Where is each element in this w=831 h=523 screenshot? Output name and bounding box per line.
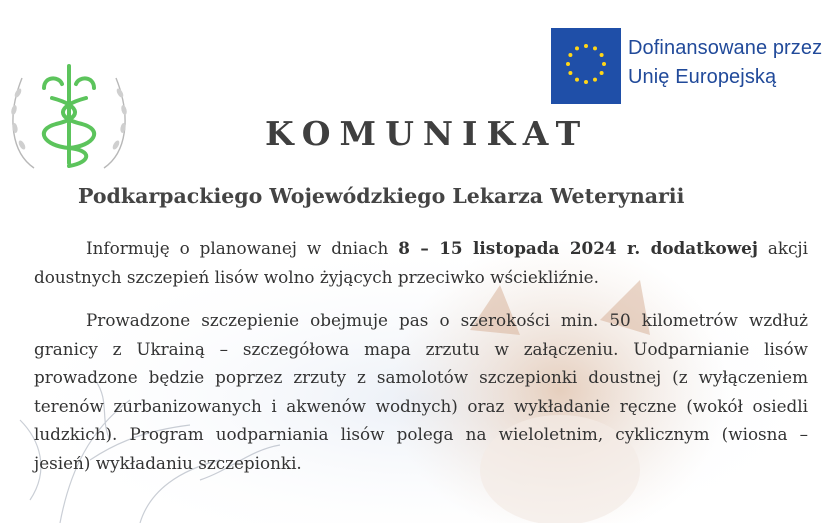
page-subtitle: Podkarpackiego Wojewódzkiego Lekarza Weterynarii xyxy=(78,184,685,208)
eu-funding-line-2: Unię Europejską xyxy=(628,66,777,88)
paragraph-announcement xyxy=(34,234,808,291)
page-title: KOMUNIKAT xyxy=(265,114,590,153)
paragraph-details: Prowadzone szczepienie obejmuje pas o szerokości min. 50 kilometrów wzdłuż granicy z Ukrainą – szczegółowa mapa zrzutu w załączeniu. Uodparnianie lisów prowadzone będzie poprzez zrzuty z samolotów szczepionki doustnej (z wyłączeniem terenów zurbanizowanych i akwenów wodnych) oraz wykładanie ręczne (wokół osiedli ludzkich). Program uodparniania lisów polega na wieloletnim, cyklicznym (wiosna – jesień) wykładaniu szczepionki. xyxy=(34,310,808,473)
eu-funding-line-1: Dofinansowane przez xyxy=(628,37,823,59)
veterinary-emblem-icon xyxy=(4,58,134,178)
paragraph-1-intro: Informuję o planowanej w dniach xyxy=(86,238,399,258)
paragraph-1-dates: 8 – 15 listopada 2024 r. dodatkowej xyxy=(398,238,758,258)
eu-flag-icon xyxy=(551,28,621,104)
paragraph-1-rest: akcji doustnych szczepień lisów wolno żyjących przeciwko wściekliźnie. xyxy=(34,238,809,287)
eu-funding-label xyxy=(628,34,822,92)
